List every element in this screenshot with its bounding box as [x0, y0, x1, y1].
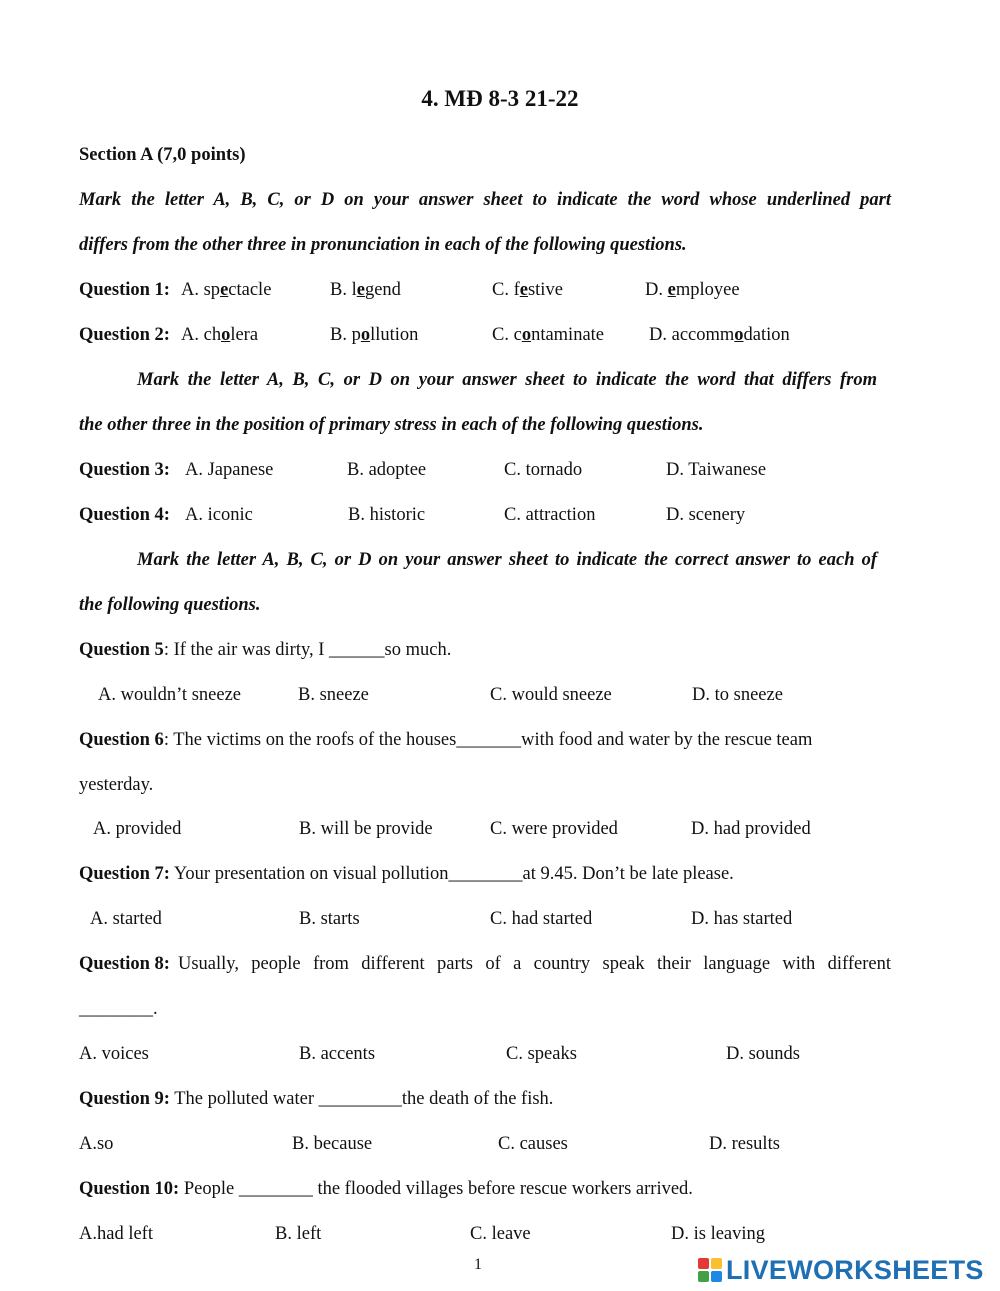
instruction-pronunciation-line2: differs from the other three in pronunciation in each of the following questions. [79, 235, 687, 255]
question-label: Question 4: [79, 505, 170, 525]
option-d[interactable]: D. results [709, 1134, 780, 1154]
page-number: 1 [474, 1256, 482, 1273]
instruction-pronunciation-line1: Mark the letter A, B, C, or D on your answer sheet to indicate the word whose underlined part [79, 190, 891, 210]
option-c[interactable]: C. speaks [506, 1044, 577, 1064]
option-a[interactable]: A. started [90, 909, 162, 929]
option-b[interactable]: B. pollution [330, 325, 419, 345]
option-c[interactable]: C. contaminate [492, 325, 605, 345]
option-c[interactable]: C. were provided [490, 819, 618, 839]
logo-tile [711, 1271, 722, 1282]
logo-tile [698, 1271, 709, 1282]
option-d[interactable]: D. Taiwanese [666, 460, 767, 480]
question-10-stem [79, 1178, 693, 1200]
option-b[interactable]: B. starts [299, 909, 360, 929]
logo-tile [711, 1258, 722, 1269]
question-label: Question 9: [79, 1089, 170, 1109]
liveworksheets-logo [698, 1255, 984, 1285]
option-d[interactable]: D. is leaving [671, 1224, 766, 1244]
option-a[interactable]: A. provided [93, 819, 182, 839]
liveworksheets-wordmark: LIVEWORKSHEETS [726, 1254, 984, 1285]
question-6-stem [79, 729, 812, 751]
option-b[interactable]: B. will be provide [299, 819, 433, 839]
question-label: Question 6 [79, 730, 164, 750]
option-a[interactable]: A. Japanese [185, 460, 274, 480]
worksheet-title: 4. MĐ 8-3 21-22 [421, 86, 579, 111]
instruction-correct-line1: Mark the letter A, B, C, or D on your answer sheet to indicate the correct answer to each of [137, 550, 877, 570]
option-a[interactable]: A. spectacle [181, 280, 272, 300]
question-7-stem [79, 863, 734, 885]
option-a[interactable]: A. iconic [185, 505, 253, 525]
option-d[interactable]: D. accommodation [649, 325, 790, 345]
question-6-stem-cont: yesterday. [79, 775, 154, 795]
section-heading: Section A (7,0 points) [79, 145, 246, 165]
option-a[interactable]: A. cholera [181, 325, 259, 345]
question-label: Question 5 [79, 640, 164, 660]
option-b[interactable]: B. sneeze [298, 685, 369, 705]
question-text: : The victims on the roofs of the houses_______with food and water by the rescue team [163, 730, 813, 750]
question-label: Question 3: [79, 460, 170, 480]
option-c[interactable]: C. attraction [504, 505, 596, 525]
option-d[interactable]: D. scenery [666, 505, 746, 525]
option-a[interactable]: A. wouldn’t sneeze [98, 685, 241, 705]
question-text: Usually, people from different parts of a country speak their language with different [177, 954, 891, 974]
option-b[interactable]: B. adoptee [347, 460, 427, 480]
option-c[interactable]: C. tornado [504, 460, 583, 480]
instruction-stress-line1: Mark the letter A, B, C, or D on your answer sheet to indicate the word that differs from [137, 370, 877, 390]
question-label: Question 2: [79, 325, 170, 345]
question-text: Your presentation on visual pollution________at 9.45. Don’t be late please. [169, 864, 734, 884]
question-label: Question 8: [79, 954, 170, 974]
question-label: Question 7: [79, 864, 170, 884]
logo-tile [698, 1258, 709, 1269]
option-b[interactable]: B. historic [348, 505, 426, 525]
option-b[interactable]: B. because [292, 1134, 373, 1154]
question-9-stem [79, 1088, 553, 1110]
question-label: Question 10: [79, 1179, 180, 1199]
option-a[interactable]: A.had left [79, 1224, 153, 1244]
question-text: The polluted water _________the death of the fish. [169, 1089, 554, 1109]
option-c[interactable]: C. causes [498, 1134, 568, 1154]
option-d[interactable]: D. has started [691, 909, 793, 929]
option-b[interactable]: B. accents [299, 1044, 376, 1064]
option-d[interactable]: D. sounds [726, 1044, 801, 1064]
option-c[interactable]: C. festive [492, 280, 563, 300]
option-c[interactable]: C. had started [490, 909, 593, 929]
question-label: Question 1: [79, 280, 170, 300]
option-b[interactable]: B. legend [330, 280, 401, 300]
instruction-correct-line2: the following questions. [79, 595, 261, 615]
option-a[interactable]: A. voices [79, 1044, 149, 1064]
option-a[interactable]: A.so [79, 1134, 114, 1154]
option-d[interactable]: D. employee [645, 280, 740, 300]
question-5-stem [79, 639, 451, 661]
question-text: People ________ the flooded villages before rescue workers arrived. [179, 1179, 693, 1199]
question-8-stem-cont: ________. [79, 999, 158, 1019]
option-c[interactable]: C. leave [470, 1224, 531, 1244]
instruction-stress-line2: the other three in the position of primary stress in each of the following questions. [79, 415, 704, 435]
liveworksheets-logo-icon [698, 1258, 722, 1282]
option-c[interactable]: C. would sneeze [490, 685, 612, 705]
option-b[interactable]: B. left [275, 1224, 322, 1244]
option-d[interactable]: D. to sneeze [692, 685, 783, 705]
question-text: : If the air was dirty, I ______so much. [163, 640, 452, 660]
option-d[interactable]: D. had provided [691, 819, 811, 839]
question-8-stem [79, 953, 891, 975]
